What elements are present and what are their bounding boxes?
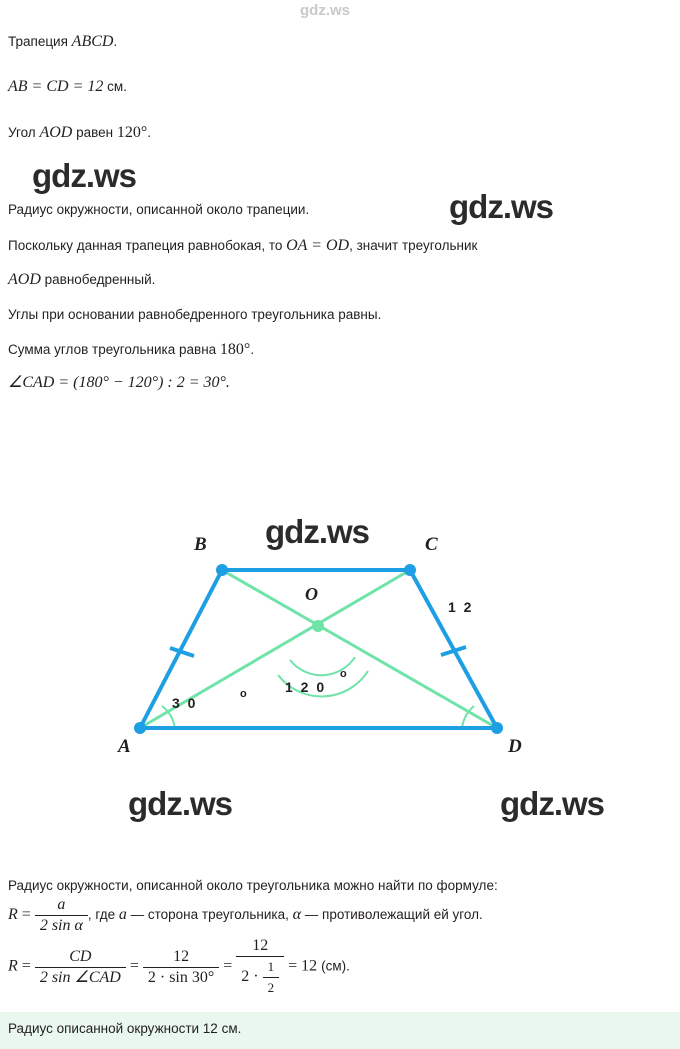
solution-line-7: Углы при основании равнобедренного треугольника равны. [8,307,382,322]
label-angle-30-degree: o [240,688,247,700]
formula-r2-fraction-1 [35,947,126,988]
problem-trapezoid-name: ABCD [71,33,114,50]
formula-r2-equals-4: = 12 [288,957,318,975]
vertex-d [491,722,503,734]
formula-r1-numerator: a [35,895,88,916]
solution-line-8-a: Сумма углов треугольника равна [8,342,220,357]
formula-r2-equals-3: = [223,957,233,975]
problem-line-1-text: Трапеция [8,34,72,49]
formula-r2-fraction-3 [236,936,284,998]
solution-line-6 [8,271,155,288]
formula-r1-fraction [35,895,88,936]
label-a: A [118,736,131,757]
problem-sides-unit: см. [107,79,127,94]
solution-angle-sum: 180° [219,341,251,358]
trapezoid-figure [100,500,570,780]
formula-r1-tail-e: — противолежащий ей угол. [301,907,483,923]
vertex-b [216,564,228,576]
formula-r1-tail-c: — сторона треугольника, [126,907,293,923]
label-o: O [305,584,318,604]
formula-r2-den-2: 2 · sin 30° [147,968,215,986]
watermark-2: gdz.ws [449,188,554,225]
trapezoid-svg [100,500,570,780]
problem-angle-name: AOD [39,124,73,141]
label-d: D [508,736,522,757]
solution-oa-od: OA = OD [286,237,350,254]
page-left-margin [0,0,8,1049]
solution-line-9 [8,374,230,391]
solution-line-5-a: Поскольку данная трапеция равнобокая, то [8,238,287,253]
vertex-a [134,722,146,734]
problem-line-3 [8,124,151,141]
solution-line-8-c: . [250,342,255,357]
formula-r2-equals-2: = [129,957,139,975]
watermark-5: gdz.ws [500,785,605,822]
formula-r2-num-3: 12 [236,936,284,957]
problem-angle-prefix: Угол [8,125,40,140]
solution-triangle-aod: AOD [8,271,41,288]
watermark-top: gdz.ws [300,2,351,19]
problem-angle-dot: . [147,125,152,140]
watermark-4: gdz.ws [128,785,233,822]
formula-r1-denominator: 2 sin α [39,917,83,934]
solution-line-6-b: равнобедренный. [40,272,156,287]
answer-banner [0,1012,680,1049]
solution-cad-equation: ∠CAD = (180° − 120°) : 2 = 30°. [8,374,230,391]
formula-intro: Радиус окружности, описанной около треугольника можно найти по формуле: [8,878,498,893]
formula-line-1 [8,895,483,936]
formula-r1-tail-a: , где [87,907,119,923]
formula-r2-den-3-pre: 2 · [241,968,263,986]
formula-r1-symbol: R [8,906,18,924]
formula-r1-equals: = [21,906,31,924]
formula-r2-fraction-2 [143,947,219,988]
solution-line-5-c: , значит треугольник [349,238,478,253]
watermark-1: gdz.ws [32,157,137,194]
formula-line-2 [8,936,350,998]
formula-r2-unit: (см). [321,958,350,974]
watermark-3: gdz.ws [265,513,370,550]
vertex-o [312,620,324,632]
solution-line-8 [8,341,254,358]
formula-r2-num-2: 12 [143,947,219,968]
formula-r2-inner-fraction [263,957,280,998]
problem-angle-mid: равен [72,125,117,140]
formula-r2-num-1: CD [35,947,126,968]
label-side-length: 1 2 [448,599,474,615]
vertex-c [404,564,416,576]
formula-r2-den-3 [236,957,284,998]
formula-r1-side-var: a [118,906,127,924]
label-b: B [194,534,207,555]
formula-r2-symbol: R [8,957,18,975]
label-c: C [425,534,438,555]
problem-line-1 [8,33,117,50]
formula-r2-inner-den: 2 [267,980,275,995]
problem-sides-equation: AB = CD = 12 [8,78,104,95]
formula-r2-den-1: 2 sin ∠CAD [39,968,121,986]
label-angle-30: 3 0 [172,695,198,711]
solution-line-5 [8,237,477,254]
formula-r2-equals-1: = [21,957,31,975]
problem-line-2 [8,78,127,95]
problem-line-1-dot: . [113,34,118,49]
solution-line-4: Радиус окружности, описанной около трапеции. [8,202,310,217]
label-angle-120: 1 2 0 [285,679,327,695]
formula-r2-inner-num: 1 [263,957,280,978]
formula-r1-alpha-var: α [292,906,302,924]
answer-text: Радиус описанной окружности 12 см. [8,1021,242,1036]
label-angle-120-degree: o [340,668,347,680]
problem-angle-value: 120° [116,124,148,141]
